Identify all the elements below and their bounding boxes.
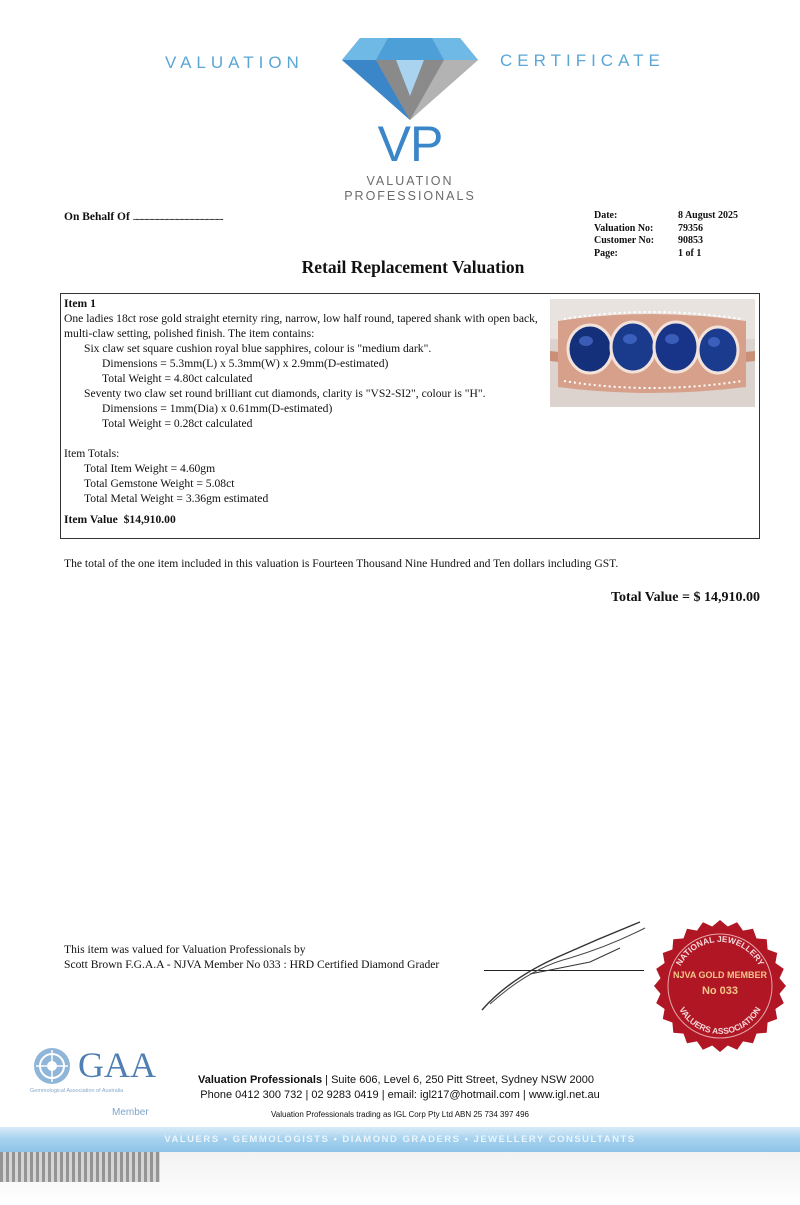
meta-key: Date: (594, 210, 618, 221)
stone1-weight: Total Weight = 4.80ct calculated (102, 372, 253, 385)
meta-value: 1 of 1 (678, 247, 702, 259)
total-item-weight: Total Item Weight = 4.60gm (84, 462, 216, 475)
stone1-dimensions: Dimensions = 5.3mm(L) x 5.3mm(W) x 2.9mm(D-estimated) (102, 357, 389, 370)
item-box (60, 293, 760, 539)
seal-bottom-text: VALUERS ASSOCIATION (677, 1004, 763, 1037)
header-valuation-word: VALUATION (165, 53, 304, 72)
footer-company: Valuation Professionals (198, 1074, 323, 1086)
footer-line1 (176, 1074, 616, 1086)
meta-value: 8 August 2025 (678, 210, 739, 221)
meta-block (594, 210, 738, 260)
gaa-member: Member (112, 1107, 149, 1118)
logo-vp-letters: VP (377, 116, 443, 172)
item-value (64, 512, 546, 527)
seal-member-text: NJVA GOLD MEMBER (672, 970, 768, 980)
item-value-amount: $14,910.00 (123, 513, 176, 526)
stone1-line: Six claw set square cushion royal blue sapphires, colour is "medium dark". (84, 342, 432, 355)
meta-row-customer (594, 235, 738, 248)
item-totals-heading: Item Totals: (64, 447, 120, 460)
on-behalf-label: On Behalf Of (64, 211, 130, 223)
item-value-label: Item Value (64, 513, 118, 526)
footer-banner (0, 1127, 800, 1152)
valuer-block (64, 942, 439, 972)
total-metal-weight: Total Metal Weight = 3.36gm estimated (84, 492, 269, 505)
meta-row-valuation (594, 223, 738, 236)
diamond-logo-icon (340, 36, 480, 122)
stone2-dimensions: Dimensions = 1mm(Dia) x 0.61mm(D-estimated) (102, 402, 333, 415)
item-heading: Item 1 (64, 297, 96, 310)
scan-artifact (0, 1152, 160, 1182)
total-gemstone-weight: Total Gemstone Weight = 5.08ct (84, 477, 235, 490)
seal-top-text: NATIONAL JEWELLERY (673, 933, 767, 968)
logo-line2: PROFESSIONALS (344, 189, 476, 203)
footer-address: | Suite 606, Level 6, 250 Pitt Street, Sydney NSW 2000 (322, 1074, 594, 1086)
logo-line1: VALUATION (366, 174, 454, 188)
summary-text: The total of the one item included in this valuation is Fourteen Thousand Nine Hundred and Ten dollars including GST. (64, 557, 619, 570)
footer-line3: Valuation Professionals trading as IGL Corp Pty Ltd ABN 25 734 397 496 (271, 1110, 529, 1119)
meta-row-date (594, 210, 738, 223)
valuer-line2: Scott Brown F.G.A.A - NJVA Member No 033 : HRD Certified Diamond Grader (64, 958, 440, 971)
meta-key: Valuation No: (594, 222, 654, 234)
on-behalf-of (64, 211, 223, 223)
stone2-weight: Total Weight = 0.28ct calculated (102, 417, 253, 430)
meta-value: 90853 (678, 235, 703, 246)
item-description: One ladies 18ct rose gold straight eternity ring, narrow, low half round, tapered shank with open back, multi-claw setting, polished finish. The item contains: (64, 312, 538, 340)
header-certificate-word: CERTIFICATE (500, 51, 665, 70)
gaa-subtitle: Gemmological Association of Australia (30, 1088, 124, 1094)
njva-seal-icon (652, 918, 788, 1054)
document-title: Retail Replacement Valuation (301, 257, 525, 277)
footer-line2: Phone 0412 300 732 | 02 9283 0419 | email: igl217@hotmail.com | www.igl.net.au (200, 1089, 600, 1101)
footer-banner-text: VALUERS • GEMMOLOGISTS • DIAMOND GRADERS • JEWELLERY CONSULTANTS (164, 1134, 636, 1145)
stone2-line: Seventy two claw set round brilliant cut diamonds, clarity is "VS2-SI2", colour is "H". (84, 387, 486, 400)
gaa-globe-icon (32, 1046, 72, 1086)
meta-value: 79356 (678, 222, 703, 234)
item-details (64, 296, 546, 527)
signature-graphic (470, 918, 650, 1018)
ring-photo (550, 299, 755, 407)
gaa-letters: GAA (78, 1045, 156, 1085)
total-value: Total Value = $ 14,910.00 (610, 590, 760, 605)
seal-number-text: No 033 (701, 985, 739, 997)
meta-key: Page: (594, 247, 618, 259)
valuer-line1: This item was valued for Valuation Professionals by (64, 943, 306, 956)
meta-key: Customer No: (594, 235, 655, 246)
on-behalf-dots: ........................................................................ (132, 212, 223, 222)
